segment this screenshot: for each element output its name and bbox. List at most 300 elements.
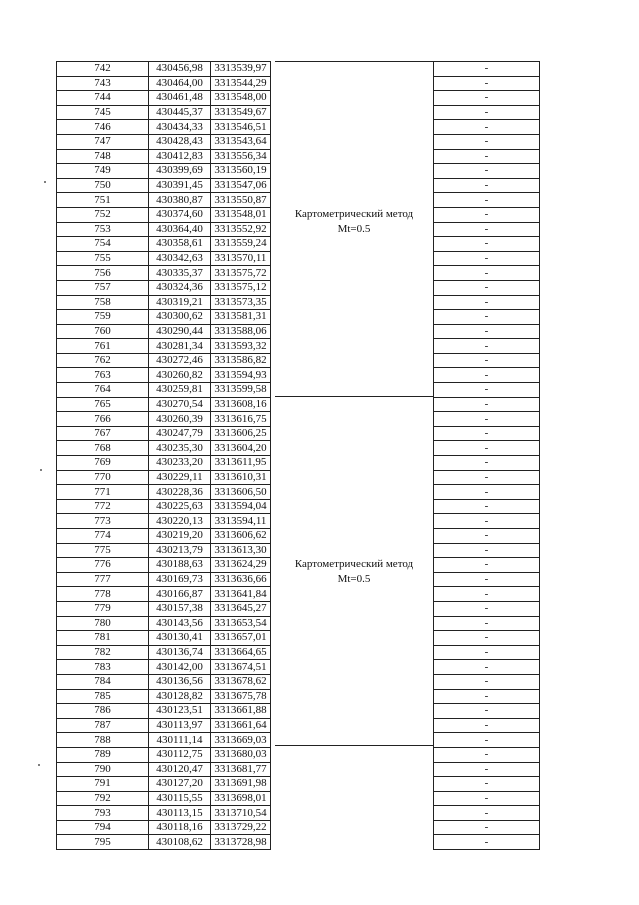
dash-cell: - <box>434 587 540 602</box>
y-coordinate-cell: 3313586,82 <box>211 353 271 368</box>
table-row <box>57 514 271 529</box>
y-coordinate-cell: 3313548,01 <box>211 207 271 222</box>
point-number-cell: 745 <box>57 105 149 120</box>
point-number-cell: 767 <box>57 426 149 441</box>
dash-cell: - <box>434 193 540 208</box>
table-row <box>57 456 271 471</box>
dash-cell: - <box>434 820 540 835</box>
table-row <box>57 295 271 310</box>
dash-cell: - <box>434 164 540 179</box>
table-row <box>57 572 271 587</box>
y-coordinate-cell: 3313611,95 <box>211 456 271 471</box>
table-row <box>434 266 540 281</box>
y-coordinate-cell: 3313581,31 <box>211 310 271 325</box>
point-number-cell: 757 <box>57 280 149 295</box>
table-row <box>57 324 271 339</box>
dash-cell: - <box>434 762 540 777</box>
table-row <box>434 441 540 456</box>
table-row <box>434 295 540 310</box>
y-coordinate-cell: 3313588,06 <box>211 324 271 339</box>
x-coordinate-cell: 430260,39 <box>149 412 211 427</box>
table-row <box>434 339 540 354</box>
point-number-cell: 747 <box>57 134 149 149</box>
table-row <box>57 134 271 149</box>
dash-cell: - <box>434 310 540 325</box>
x-coordinate-cell: 430324,36 <box>149 280 211 295</box>
table-row <box>57 543 271 558</box>
point-number-cell: 748 <box>57 149 149 164</box>
x-coordinate-cell: 430120,47 <box>149 762 211 777</box>
point-number-cell: 781 <box>57 631 149 646</box>
point-number-cell: 749 <box>57 164 149 179</box>
table-row <box>57 91 271 106</box>
y-coordinate-cell: 3313645,27 <box>211 601 271 616</box>
scan-speck <box>44 181 46 183</box>
table-row <box>434 178 540 193</box>
x-coordinate-cell: 430130,41 <box>149 631 211 646</box>
table-row <box>434 280 540 295</box>
table-row <box>434 791 540 806</box>
table-row <box>434 645 540 660</box>
table-row <box>434 747 540 762</box>
point-number-cell: 779 <box>57 601 149 616</box>
table-row <box>57 529 271 544</box>
x-coordinate-cell: 430434,33 <box>149 120 211 135</box>
y-coordinate-cell: 3313575,72 <box>211 266 271 281</box>
table-row <box>57 718 271 733</box>
dash-cell: - <box>434 412 540 427</box>
dash-cell: - <box>434 149 540 164</box>
table-row <box>434 704 540 719</box>
x-coordinate-cell: 430461,48 <box>149 91 211 106</box>
y-coordinate-cell: 3313674,51 <box>211 660 271 675</box>
table-row <box>434 499 540 514</box>
y-coordinate-cell: 3313547,06 <box>211 178 271 193</box>
y-coordinate-cell: 3313636,66 <box>211 572 271 587</box>
y-coordinate-cell: 3313570,11 <box>211 251 271 266</box>
point-number-cell: 758 <box>57 295 149 310</box>
table-row <box>434 164 540 179</box>
y-coordinate-cell: 3313661,88 <box>211 704 271 719</box>
table-row <box>434 660 540 675</box>
dash-cell: - <box>434 718 540 733</box>
table-row <box>434 251 540 266</box>
point-number-cell: 755 <box>57 251 149 266</box>
table-row <box>57 412 271 427</box>
table-row <box>434 412 540 427</box>
x-coordinate-cell: 430272,46 <box>149 353 211 368</box>
point-number-cell: 761 <box>57 339 149 354</box>
y-coordinate-cell: 3313575,12 <box>211 280 271 295</box>
x-coordinate-cell: 430335,37 <box>149 266 211 281</box>
dash-cell: - <box>434 441 540 456</box>
y-coordinate-cell: 3313680,03 <box>211 747 271 762</box>
table-row <box>434 426 540 441</box>
table-row <box>57 310 271 325</box>
point-number-cell: 764 <box>57 383 149 398</box>
dash-cell: - <box>434 674 540 689</box>
x-coordinate-cell: 430188,63 <box>149 558 211 573</box>
x-coordinate-cell: 430225,63 <box>149 499 211 514</box>
table-row <box>434 134 540 149</box>
table-row <box>57 747 271 762</box>
y-coordinate-cell: 3313698,01 <box>211 791 271 806</box>
table-row <box>57 280 271 295</box>
y-coordinate-cell: 3313610,31 <box>211 470 271 485</box>
table-row <box>57 499 271 514</box>
scan-speck <box>40 469 42 471</box>
table-row <box>434 237 540 252</box>
table-row <box>57 339 271 354</box>
point-number-cell: 775 <box>57 543 149 558</box>
table-row <box>434 558 540 573</box>
y-coordinate-cell: 3313550,87 <box>211 193 271 208</box>
table-row <box>434 631 540 646</box>
dash-column-body <box>434 62 540 850</box>
point-number-cell: 770 <box>57 470 149 485</box>
y-coordinate-cell: 3313608,16 <box>211 397 271 412</box>
table-row <box>57 105 271 120</box>
x-coordinate-cell: 430213,79 <box>149 543 211 558</box>
table-row <box>57 207 271 222</box>
point-number-cell: 793 <box>57 806 149 821</box>
point-number-cell: 743 <box>57 76 149 91</box>
table-row <box>434 105 540 120</box>
dash-cell: - <box>434 280 540 295</box>
dash-cell: - <box>434 645 540 660</box>
table-row <box>57 383 271 398</box>
method-group-2 <box>275 557 433 587</box>
table-row <box>434 456 540 471</box>
x-coordinate-cell: 430391,45 <box>149 178 211 193</box>
dash-cell: - <box>434 178 540 193</box>
point-number-cell: 784 <box>57 674 149 689</box>
dash-cell: - <box>434 747 540 762</box>
x-coordinate-cell: 430136,56 <box>149 674 211 689</box>
point-number-cell: 790 <box>57 762 149 777</box>
point-number-cell: 787 <box>57 718 149 733</box>
dash-cell: - <box>434 529 540 544</box>
dash-column-table <box>433 61 540 850</box>
point-number-cell: 776 <box>57 558 149 573</box>
table-row <box>434 120 540 135</box>
y-coordinate-cell: 3313606,25 <box>211 426 271 441</box>
x-coordinate-cell: 430281,34 <box>149 339 211 354</box>
dash-cell: - <box>434 222 540 237</box>
table-row <box>434 383 540 398</box>
dash-cell: - <box>434 456 540 471</box>
dash-cell: - <box>434 791 540 806</box>
dash-cell: - <box>434 616 540 631</box>
dash-cell: - <box>434 134 540 149</box>
dash-cell: - <box>434 120 540 135</box>
y-coordinate-cell: 3313653,54 <box>211 616 271 631</box>
dash-cell: - <box>434 266 540 281</box>
x-coordinate-cell: 430108,62 <box>149 835 211 850</box>
method-group-1 <box>275 207 433 237</box>
x-coordinate-cell: 430142,00 <box>149 660 211 675</box>
table-row <box>434 324 540 339</box>
table-row <box>57 164 271 179</box>
table-row <box>57 820 271 835</box>
point-number-cell: 759 <box>57 310 149 325</box>
dash-cell: - <box>434 558 540 573</box>
y-coordinate-cell: 3313613,30 <box>211 543 271 558</box>
x-coordinate-cell: 430228,36 <box>149 485 211 500</box>
method-group-2-accuracy: Mt=0.5 <box>337 573 371 585</box>
x-coordinate-cell: 430113,15 <box>149 806 211 821</box>
point-number-cell: 783 <box>57 660 149 675</box>
x-coordinate-cell: 430166,87 <box>149 587 211 602</box>
table-row <box>434 820 540 835</box>
coordinates-table-body <box>57 62 271 850</box>
y-coordinate-cell: 3313544,29 <box>211 76 271 91</box>
table-row <box>57 149 271 164</box>
point-number-cell: 780 <box>57 616 149 631</box>
point-number-cell: 751 <box>57 193 149 208</box>
table-row <box>57 426 271 441</box>
x-coordinate-cell: 430157,38 <box>149 601 211 616</box>
point-number-cell: 791 <box>57 777 149 792</box>
x-coordinate-cell: 430342,63 <box>149 251 211 266</box>
y-coordinate-cell: 3313606,62 <box>211 529 271 544</box>
x-coordinate-cell: 430260,82 <box>149 368 211 383</box>
dash-cell: - <box>434 207 540 222</box>
point-number-cell: 746 <box>57 120 149 135</box>
table-row <box>57 660 271 675</box>
method-column-top-line <box>275 61 433 62</box>
table-row <box>57 397 271 412</box>
table-row <box>57 441 271 456</box>
table-row <box>434 62 540 77</box>
point-number-cell: 789 <box>57 747 149 762</box>
y-coordinate-cell: 3313549,67 <box>211 105 271 120</box>
dash-cell: - <box>434 806 540 821</box>
y-coordinate-cell: 3313560,19 <box>211 164 271 179</box>
x-coordinate-cell: 430290,44 <box>149 324 211 339</box>
table-row <box>57 120 271 135</box>
dash-cell: - <box>434 76 540 91</box>
x-coordinate-cell: 430143,56 <box>149 616 211 631</box>
table-row <box>57 704 271 719</box>
method-column <box>275 61 433 846</box>
dash-cell: - <box>434 704 540 719</box>
point-number-cell: 760 <box>57 324 149 339</box>
y-coordinate-cell: 3313616,75 <box>211 412 271 427</box>
dash-cell: - <box>434 324 540 339</box>
table-row <box>434 149 540 164</box>
dash-cell: - <box>434 339 540 354</box>
point-number-cell: 792 <box>57 791 149 806</box>
table-row <box>57 193 271 208</box>
x-coordinate-cell: 430374,60 <box>149 207 211 222</box>
x-coordinate-cell: 430399,69 <box>149 164 211 179</box>
y-coordinate-cell: 3313548,00 <box>211 91 271 106</box>
y-coordinate-cell: 3313546,51 <box>211 120 271 135</box>
y-coordinate-cell: 3313691,98 <box>211 777 271 792</box>
table-row <box>434 733 540 748</box>
table-row <box>434 835 540 850</box>
table-row <box>57 777 271 792</box>
point-number-cell: 788 <box>57 733 149 748</box>
table-row <box>434 762 540 777</box>
table-row <box>434 689 540 704</box>
dash-cell: - <box>434 733 540 748</box>
y-coordinate-cell: 3313606,50 <box>211 485 271 500</box>
y-coordinate-cell: 3313681,77 <box>211 762 271 777</box>
table-row <box>57 266 271 281</box>
table-row <box>57 237 271 252</box>
point-number-cell: 794 <box>57 820 149 835</box>
table-row <box>434 193 540 208</box>
x-coordinate-cell: 430123,51 <box>149 704 211 719</box>
y-coordinate-cell: 3313594,93 <box>211 368 271 383</box>
method-group-divider-1 <box>275 396 433 397</box>
point-number-cell: 769 <box>57 456 149 471</box>
point-number-cell: 785 <box>57 689 149 704</box>
table-row <box>434 368 540 383</box>
table-row <box>57 470 271 485</box>
x-coordinate-cell: 430358,61 <box>149 237 211 252</box>
table-row <box>434 587 540 602</box>
x-coordinate-cell: 430259,81 <box>149 383 211 398</box>
table-row <box>57 616 271 631</box>
y-coordinate-cell: 3313594,11 <box>211 514 271 529</box>
point-number-cell: 786 <box>57 704 149 719</box>
y-coordinate-cell: 3313556,34 <box>211 149 271 164</box>
point-number-cell: 773 <box>57 514 149 529</box>
point-number-cell: 753 <box>57 222 149 237</box>
dash-cell: - <box>434 62 540 77</box>
x-coordinate-cell: 430233,20 <box>149 456 211 471</box>
table-row <box>434 397 540 412</box>
table-row <box>434 806 540 821</box>
method-group-1-accuracy: Mt=0.5 <box>337 223 371 235</box>
y-coordinate-cell: 3313678,62 <box>211 674 271 689</box>
table-row <box>434 76 540 91</box>
x-coordinate-cell: 430412,83 <box>149 149 211 164</box>
y-coordinate-cell: 3313543,64 <box>211 134 271 149</box>
table-row <box>57 674 271 689</box>
table-row <box>57 76 271 91</box>
point-number-cell: 782 <box>57 645 149 660</box>
x-coordinate-cell: 430169,73 <box>149 572 211 587</box>
table-row <box>57 178 271 193</box>
x-coordinate-cell: 430111,14 <box>149 733 211 748</box>
dash-cell: - <box>434 383 540 398</box>
y-coordinate-cell: 3313641,84 <box>211 587 271 602</box>
x-coordinate-cell: 430270,54 <box>149 397 211 412</box>
y-coordinate-cell: 3313593,32 <box>211 339 271 354</box>
table-row <box>57 485 271 500</box>
y-coordinate-cell: 3313539,97 <box>211 62 271 77</box>
table-row <box>57 222 271 237</box>
x-coordinate-cell: 430115,55 <box>149 791 211 806</box>
table-row <box>434 222 540 237</box>
y-coordinate-cell: 3313664,65 <box>211 645 271 660</box>
table-row <box>434 674 540 689</box>
x-coordinate-cell: 430112,75 <box>149 747 211 762</box>
y-coordinate-cell: 3313573,35 <box>211 295 271 310</box>
dash-cell: - <box>434 353 540 368</box>
x-coordinate-cell: 430127,20 <box>149 777 211 792</box>
table-row <box>434 777 540 792</box>
table-row <box>434 718 540 733</box>
y-coordinate-cell: 3313624,29 <box>211 558 271 573</box>
x-coordinate-cell: 430364,40 <box>149 222 211 237</box>
table-row <box>434 601 540 616</box>
dash-cell: - <box>434 237 540 252</box>
coordinates-table <box>56 61 271 850</box>
y-coordinate-cell: 3313661,64 <box>211 718 271 733</box>
point-number-cell: 756 <box>57 266 149 281</box>
table-row <box>57 368 271 383</box>
y-coordinate-cell: 3313710,54 <box>211 806 271 821</box>
dash-cell: - <box>434 601 540 616</box>
table-row <box>434 470 540 485</box>
point-number-cell: 774 <box>57 529 149 544</box>
table-row <box>57 601 271 616</box>
y-coordinate-cell: 3313669,03 <box>211 733 271 748</box>
point-number-cell: 763 <box>57 368 149 383</box>
table-row <box>57 587 271 602</box>
method-group-2-name: Картометрический метод <box>294 558 414 570</box>
dash-cell: - <box>434 295 540 310</box>
y-coordinate-cell: 3313599,58 <box>211 383 271 398</box>
point-number-cell: 762 <box>57 353 149 368</box>
y-coordinate-cell: 3313552,92 <box>211 222 271 237</box>
point-number-cell: 777 <box>57 572 149 587</box>
dash-cell: - <box>434 499 540 514</box>
table-row <box>434 616 540 631</box>
method-group-1-name: Картометрический метод <box>294 208 414 220</box>
x-coordinate-cell: 430300,62 <box>149 310 211 325</box>
x-coordinate-cell: 430380,87 <box>149 193 211 208</box>
x-coordinate-cell: 430128,82 <box>149 689 211 704</box>
dash-cell: - <box>434 397 540 412</box>
scan-speck <box>38 764 40 766</box>
table-row <box>57 791 271 806</box>
table-row <box>57 762 271 777</box>
dash-cell: - <box>434 660 540 675</box>
table-row <box>57 631 271 646</box>
point-number-cell: 752 <box>57 207 149 222</box>
dash-cell: - <box>434 91 540 106</box>
y-coordinate-cell: 3313728,98 <box>211 835 271 850</box>
x-coordinate-cell: 430456,98 <box>149 62 211 77</box>
dash-cell: - <box>434 105 540 120</box>
table-row <box>57 806 271 821</box>
table-row <box>434 543 540 558</box>
x-coordinate-cell: 430136,74 <box>149 645 211 660</box>
point-number-cell: 765 <box>57 397 149 412</box>
point-number-cell: 750 <box>57 178 149 193</box>
x-coordinate-cell: 430235,30 <box>149 441 211 456</box>
x-coordinate-cell: 430220,13 <box>149 514 211 529</box>
x-coordinate-cell: 430219,20 <box>149 529 211 544</box>
x-coordinate-cell: 430319,21 <box>149 295 211 310</box>
table-row <box>434 91 540 106</box>
dash-cell: - <box>434 777 540 792</box>
x-coordinate-cell: 430445,37 <box>149 105 211 120</box>
y-coordinate-cell: 3313604,20 <box>211 441 271 456</box>
dash-cell: - <box>434 543 540 558</box>
table-row <box>57 835 271 850</box>
dash-cell: - <box>434 835 540 850</box>
method-group-divider-2 <box>275 745 433 746</box>
point-number-cell: 771 <box>57 485 149 500</box>
table-row <box>57 645 271 660</box>
